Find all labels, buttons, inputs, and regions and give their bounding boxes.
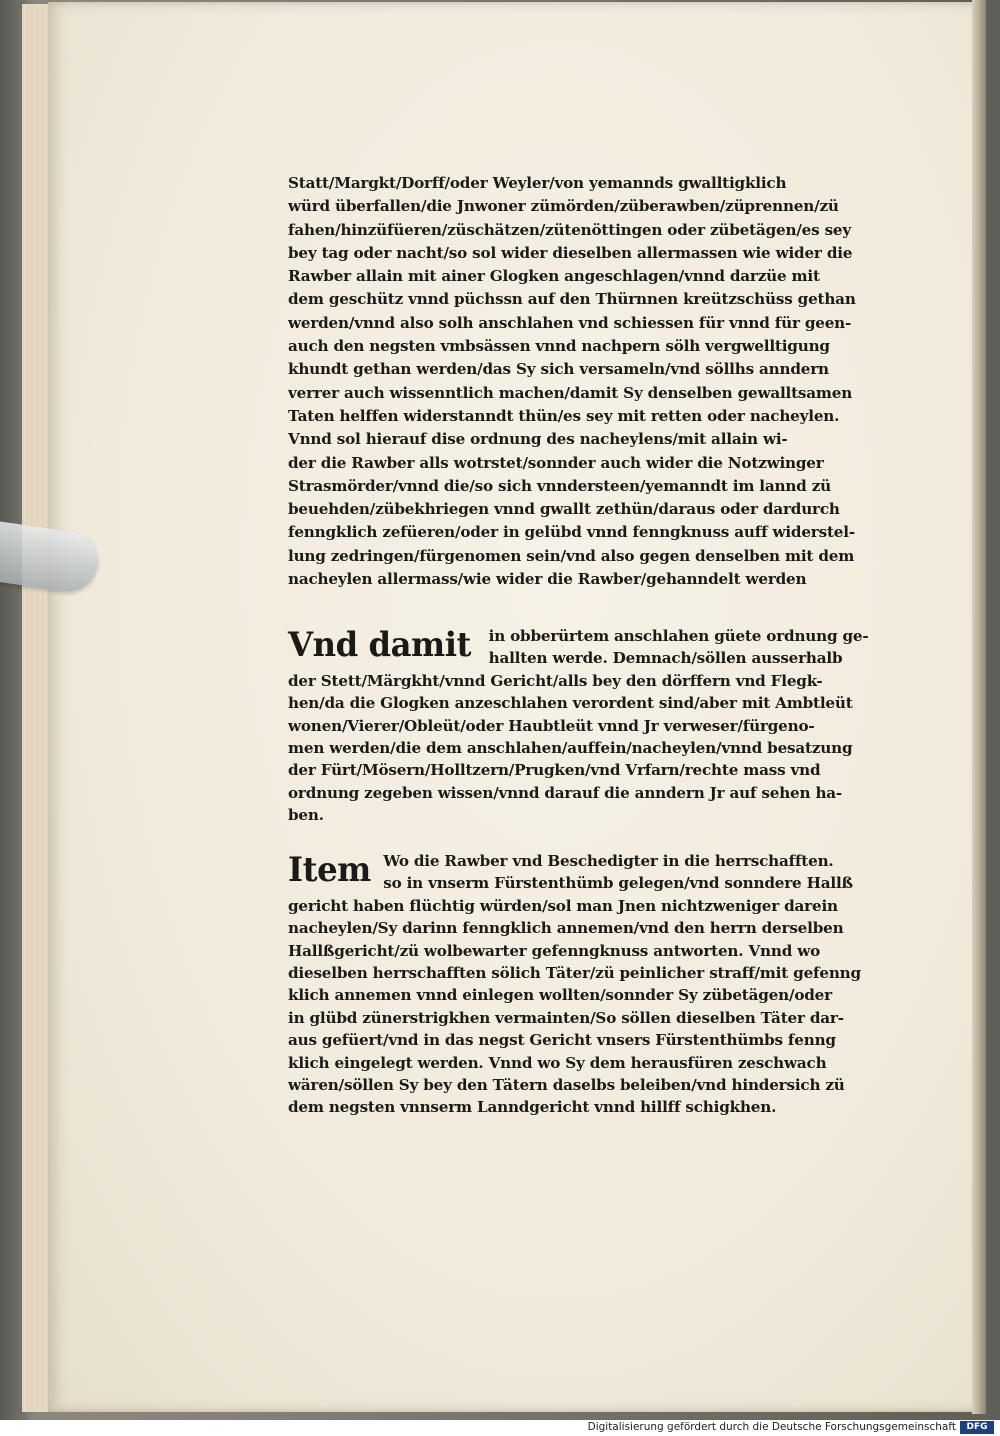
text-line: ben. — [288, 806, 324, 825]
text-line: Hallßgericht/zü wolbewarter gefenngknuss antworten. Vnnd wo — [288, 941, 821, 960]
text-line: auch den negsten vmbsässen vnnd nachpern sölh vergwelltigung — [288, 337, 830, 356]
text-line: werden/vnnd also solh anschlahen vnd schiessen für vnnd für geen- — [288, 313, 852, 332]
funding-credit: Digitalisierung gefördert durch die Deutsche Forschungsgemeinschaft — [587, 1421, 956, 1433]
paragraph-3-body — [288, 895, 880, 1119]
text-line: bey tag oder nacht/so sol wider dieselben allermassen wie wider die — [288, 243, 853, 262]
page-fold-edge — [972, 0, 986, 1414]
paragraph-1 — [288, 172, 880, 591]
text-line: so in vnserm Fürstenthümb gelegen/vnd sonndere Hallß — [383, 874, 853, 893]
text-line: wonen/Vierer/Obleüt/oder Haubtleüt vnnd Jr verweser/fürgeno- — [288, 716, 815, 735]
text-line: nacheylen allermass/wie wider die Rawber/gehanndelt werden — [288, 570, 807, 589]
paragraph-2-body — [288, 670, 880, 827]
paragraph-2-side-lines — [489, 625, 869, 670]
text-line: ordnung zegeben wissen/vnnd darauf die anndern Jr auf sehen ha- — [288, 783, 843, 802]
text-line: der die Rawber alls wotrstet/sonnder auch wider die Notzwinger — [288, 453, 824, 472]
text-line: Rawber allain mit ainer Glogken angeschlagen/vnnd darzüe mit — [288, 267, 820, 286]
text-line: in obberürtem anschlahen güete ordnung ge- — [488, 627, 869, 645]
paragraph-2-initial-words: Vnd damit — [288, 625, 471, 665]
paragraph-3-initial-word: Item — [288, 850, 371, 890]
text-line: in glübd zünerstrigkhen vermainten/So söllen dieselben Täter dar- — [288, 1008, 844, 1027]
text-line: lung zedringen/fürgenomen sein/vnd also gegen denselben mit dem — [288, 546, 855, 565]
text-line: Strasmörder/vnnd die/so sich vnndersteen/yemanndt im lannd zü — [288, 476, 831, 495]
text-line: fenngklich zefüeren/oder in gelübd vnnd fenngknuss auff widerstel- — [288, 523, 855, 542]
text-line: beuehden/zübekhriegen vnnd gwallt zethün/daraus oder dardurch — [288, 500, 840, 519]
dfg-logo: DFG — [960, 1421, 994, 1434]
text-line: aus gefüert/vnd in das negst Gericht vnsers Fürstenthümbs fenng — [288, 1031, 836, 1050]
paragraph-3-opening — [288, 850, 880, 895]
paragraph-3-side-lines — [383, 850, 853, 895]
text-line: verrer auch wissenntlich machen/damit Sy denselben gewalltsamen — [288, 383, 853, 402]
paragraph-2-opening — [288, 625, 880, 670]
text-line: dem geschütz vnnd püchssn auf den Thürnnen kreützschüss gethan — [288, 290, 856, 309]
paragraph-2 — [288, 625, 880, 827]
text-line: gericht haben flüchtig würden/sol man Jnen nichtzweniger darein — [288, 896, 838, 915]
digitization-footer — [0, 1420, 1000, 1436]
text-line: Wo die Rawber vnd Beschedigter in die herrschafften. — [383, 852, 834, 870]
text-line: der Fürt/Mösern/Holltzern/Prugken/vnd Vrfarn/rechte mass vnd — [288, 761, 821, 780]
text-line: dem negsten vnnserm Lanndgericht vnnd hillff schigkhen. — [288, 1098, 777, 1117]
text-line: würd überfallen/die Jnwoner zümörden/züberawben/züprennen/zü — [288, 197, 839, 216]
text-line: nacheylen/Sy darinn fenngklich annemen/vnd den herrn derselben — [288, 919, 844, 938]
text-line: hallten werde. Demnach/söllen ausserhalb — [488, 649, 843, 668]
text-line: men werden/die dem anschlahen/auffein/nacheylen/vnnd besatzung — [288, 739, 853, 758]
text-line: Vnnd sol hierauf dise ordnung des nacheylens/mit allain wi- — [288, 430, 788, 449]
text-line: wären/söllen Sy bey den Tätern daselbs beleiben/vnd hindersich zü — [288, 1076, 845, 1095]
paragraph-3 — [288, 850, 880, 1119]
text-line: klich annemen vnnd einlegen wollten/sonnder Sy zübetägen/oder — [288, 986, 832, 1005]
text-line: Taten helffen widerstanndt thün/es sey mit retten oder nacheylen. — [288, 406, 840, 425]
text-line: dieselben herrschafften sölich Täter/zü peinlicher straff/mit gefenng — [288, 964, 861, 983]
text-line: khundt gethan werden/das Sy sich versameln/vnd söllhs anndern — [288, 360, 829, 379]
text-line: der Stett/Märgkht/vnnd Gericht/alls bey den dörffern vnd Flegk- — [288, 671, 823, 690]
text-line: fahen/hinzüfüeren/züschätzen/zütenöttingen oder zübetägen/es sey — [288, 220, 852, 239]
text-line: klich eingelegt werden. Vnnd wo Sy dem herausfüren zeschwach — [288, 1053, 827, 1072]
text-line: hen/da die Glogken anzeschlahen verordent sind/aber mit Ambtleüt — [288, 694, 853, 713]
text-line: Statt/Margkt/Dorff/oder Weyler/von yemannds gwalltigklich — [288, 174, 787, 192]
